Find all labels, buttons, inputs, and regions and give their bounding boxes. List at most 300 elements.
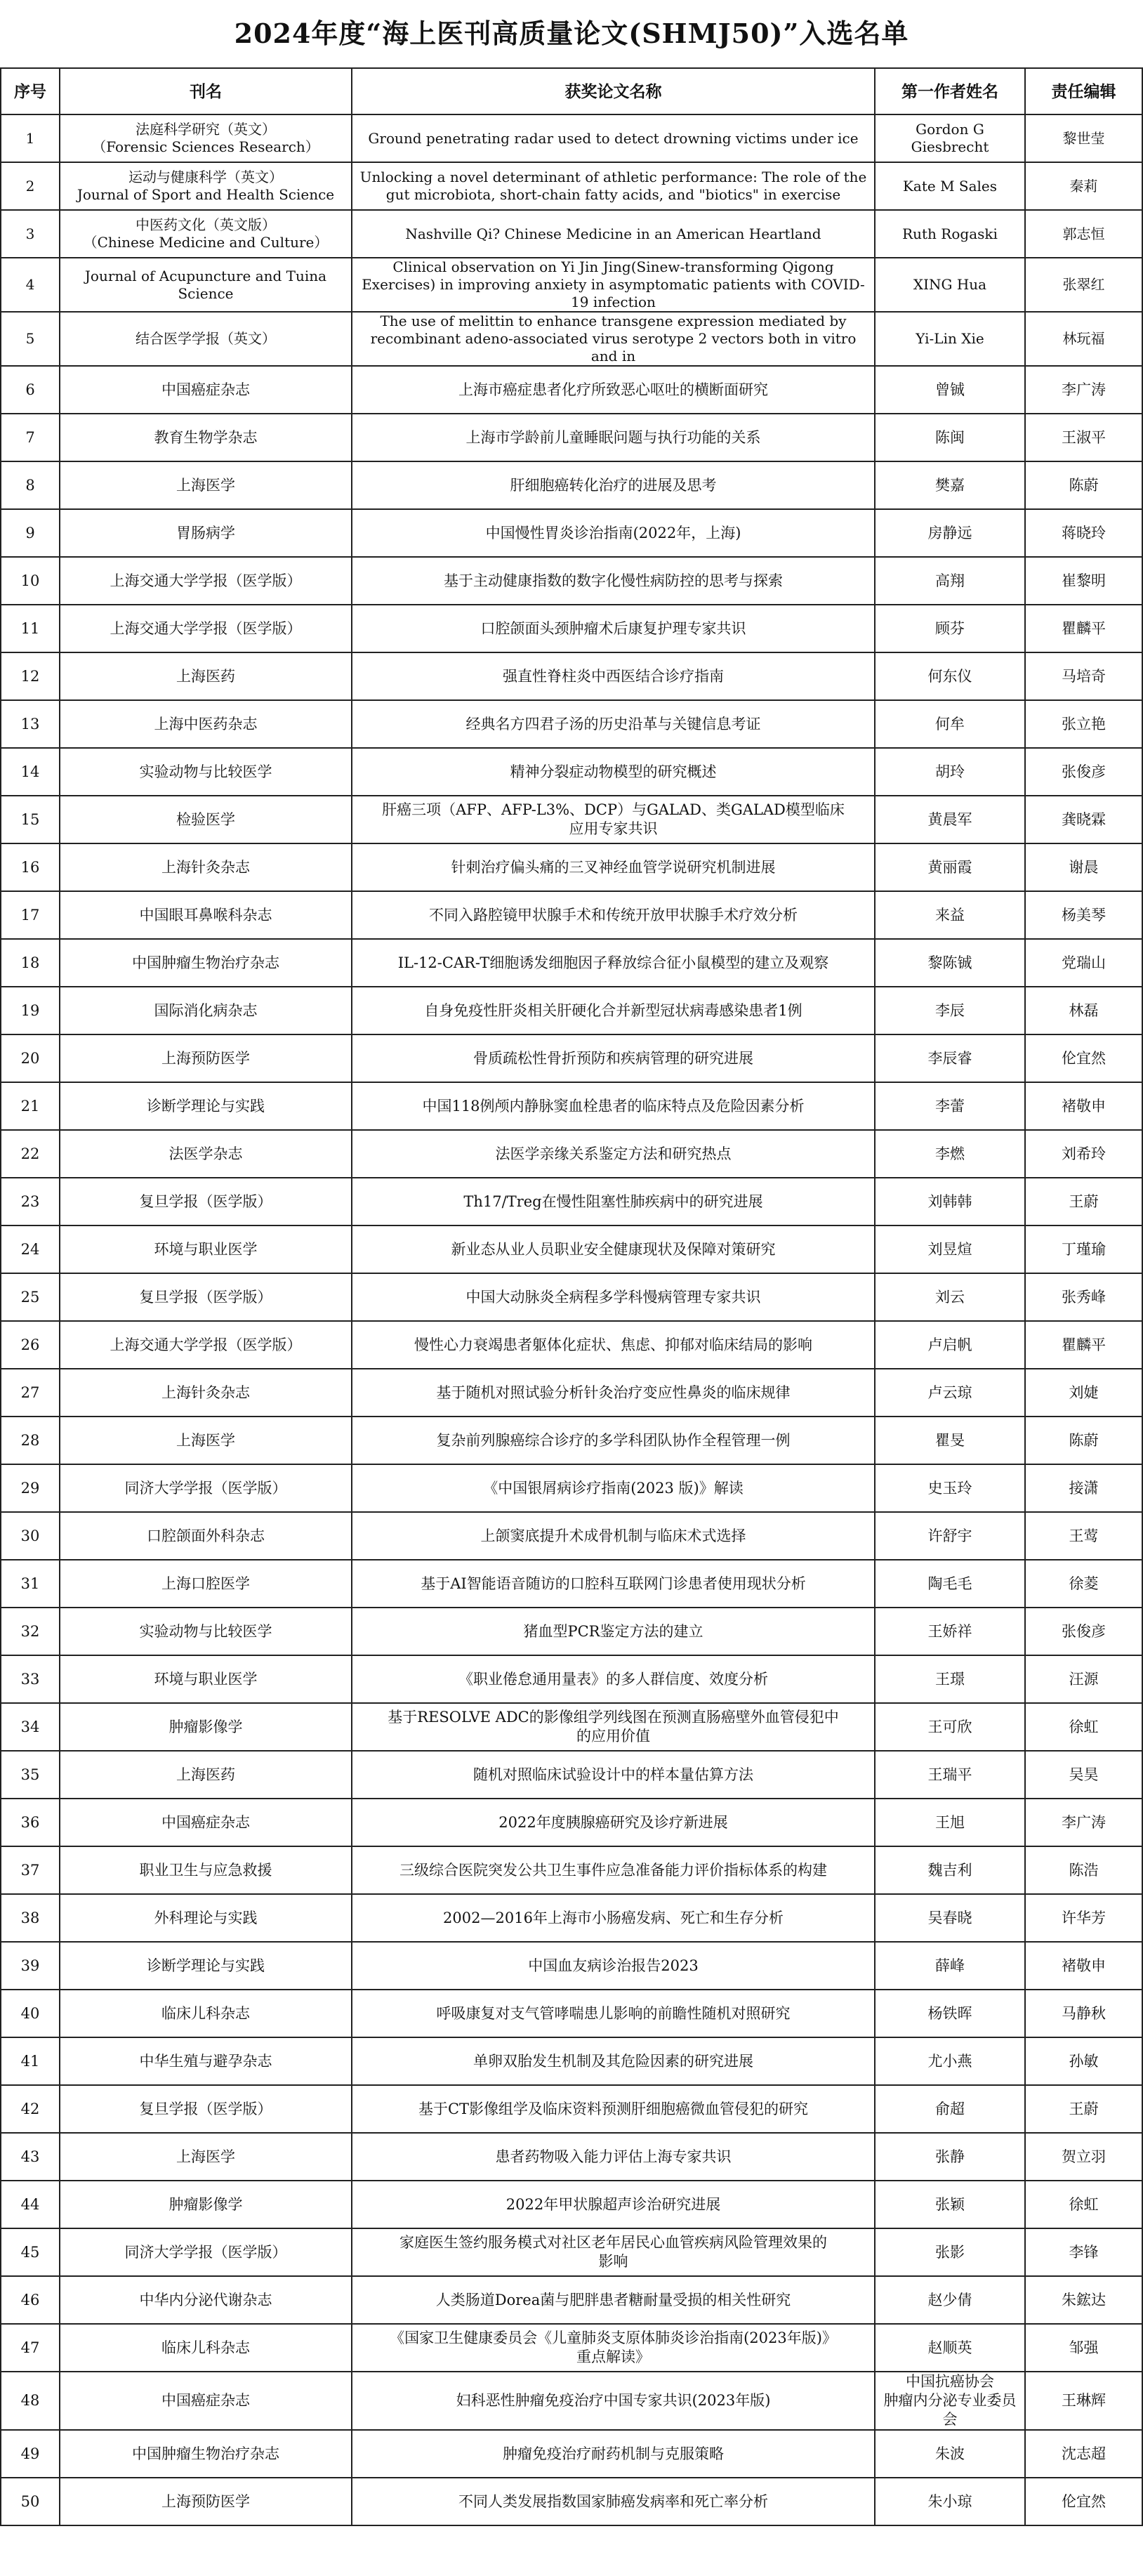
- cell-paper-text: 患者药物吸入能力评估上海专家共识: [495, 2148, 732, 2165]
- cell-author-text: 房静远: [927, 524, 972, 541]
- cell-number-text: 9: [25, 524, 35, 541]
- table-row: [1, 1512, 1142, 1560]
- cell-author-text: 张静: [935, 2148, 965, 2165]
- cell-author-text: 李燃: [935, 1145, 965, 1162]
- cell-editor: [1025, 509, 1142, 557]
- cell-journal-text: 环境与职业医学: [154, 1240, 258, 1258]
- cell-journal: [60, 366, 352, 414]
- cell-editor-text: 王莺: [1069, 1527, 1099, 1544]
- cell-editor-text: 张俊彦: [1062, 763, 1106, 780]
- cell-number-text: 33: [20, 1670, 40, 1688]
- awards-table: [0, 67, 1143, 2526]
- cell-number: [1, 1894, 60, 1942]
- cell-journal-text: 中国肿瘤生物治疗杂志: [132, 2445, 279, 2462]
- cell-editor: [1025, 2085, 1142, 2133]
- cell-journal: [60, 2037, 352, 2085]
- cell-author-text: 刘云: [935, 1288, 965, 1306]
- cell-editor-text: 瞿麟平: [1062, 619, 1106, 637]
- cell-editor: [1025, 1273, 1142, 1321]
- cell-journal: [60, 2430, 352, 2478]
- cell-editor-text: 张俊彦: [1062, 1622, 1106, 1640]
- cell-journal-text: 上海预防医学: [161, 2492, 250, 2510]
- cell-paper-text: 基于RESOLVE ADC的影像组学列线图在预测直肠癌壁外血管侵犯中 的应用价值: [388, 1709, 839, 1744]
- cell-journal: [60, 461, 352, 509]
- cell-number: [1, 1560, 60, 1608]
- cell-number-text: 19: [20, 1001, 40, 1019]
- cell-editor-text: 陈浩: [1069, 1861, 1099, 1879]
- cell-paper-text: 《职业倦怠通用量表》的多人群信度、效度分析: [458, 1670, 768, 1688]
- cell-editor: [1025, 796, 1142, 843]
- cell-paper-text: 自身免疫性肝炎相关肝硬化合并新型冠状病毒感染患者1例: [424, 1001, 802, 1019]
- cell-editor-text: 接潇: [1069, 1479, 1099, 1497]
- cell-paper-text: 基于CT影像组学及临床资料预测肝细胞癌微血管侵犯的研究: [418, 2100, 809, 2117]
- cell-editor: [1025, 414, 1142, 461]
- table-body: [1, 114, 1142, 2525]
- cell-paper: [352, 162, 875, 210]
- cell-number-text: 20: [20, 1049, 40, 1067]
- cell-paper: [352, 366, 875, 414]
- cell-number: [1, 2085, 60, 2133]
- cell-journal: [60, 987, 352, 1034]
- cell-editor-text: 徐菱: [1069, 1575, 1099, 1592]
- table-row: [1, 258, 1142, 312]
- cell-author: [875, 1751, 1025, 1799]
- cell-author: [875, 2324, 1025, 2372]
- cell-author-text: 黄晨军: [927, 810, 972, 828]
- table-row: [1, 1560, 1142, 1608]
- column-header-paper: 获奖论文名称: [352, 68, 875, 114]
- cell-paper: [352, 312, 875, 366]
- cell-number-text: 8: [25, 476, 35, 494]
- cell-paper-text: 基于随机对照试验分析针灸治疗变应性鼻炎的临床规律: [436, 1384, 791, 1401]
- cell-number-text: 4: [25, 276, 35, 293]
- cell-number-text: 35: [20, 1766, 40, 1783]
- cell-paper-text: 中国118例颅内静脉窦血栓患者的临床特点及危险因素分析: [422, 1097, 805, 1115]
- cell-journal: [60, 1225, 352, 1273]
- cell-author-text: 卢启帆: [927, 1336, 972, 1353]
- cell-editor: [1025, 939, 1142, 987]
- cell-paper-text: 复杂前列腺癌综合诊疗的多学科团队协作全程管理一例: [436, 1431, 791, 1449]
- cell-author-text: 王旭: [935, 1813, 965, 1831]
- cell-author: [875, 891, 1025, 939]
- cell-journal-text: 上海医药: [176, 667, 235, 685]
- cell-author: [875, 748, 1025, 796]
- cell-editor: [1025, 652, 1142, 700]
- cell-number-text: 47: [20, 2339, 40, 2356]
- cell-author-text: 王可欣: [927, 1718, 972, 1735]
- table-row: [1, 1464, 1142, 1512]
- cell-number-text: 1: [25, 129, 35, 147]
- cell-journal: [60, 1464, 352, 1512]
- cell-number-text: 22: [20, 1145, 40, 1162]
- cell-paper-text: 精神分裂症动物模型的研究概述: [510, 763, 717, 780]
- table-row: [1, 2478, 1142, 2525]
- cell-number: [1, 1608, 60, 1655]
- cell-editor-text: 党瑞山: [1062, 954, 1106, 971]
- cell-author-text: 顾芬: [935, 619, 965, 637]
- cell-editor: [1025, 2478, 1142, 2525]
- cell-paper: [352, 1894, 875, 1942]
- cell-author: [875, 1225, 1025, 1273]
- cell-journal: [60, 891, 352, 939]
- cell-editor-text: 贺立羽: [1062, 2148, 1106, 2165]
- cell-paper-text: Unlocking a novel determinant of athletic performance: The role of the gut microbiota, short-chain fatty acids, and "biotics" in exercise: [359, 169, 867, 203]
- cell-paper-text: Th17/Treg在慢性阻塞性肺疾病中的研究进展: [463, 1192, 763, 1210]
- cell-paper: [352, 1321, 875, 1369]
- cell-paper-text: 肝细胞癌转化治疗的进展及思考: [510, 476, 717, 494]
- cell-editor: [1025, 1225, 1142, 1273]
- cell-number: [1, 605, 60, 652]
- cell-journal-text: 中国癌症杂志: [161, 1813, 250, 1831]
- cell-paper: [352, 796, 875, 843]
- table-row: [1, 1082, 1142, 1130]
- table-row: [1, 2037, 1142, 2085]
- table-row: [1, 2372, 1142, 2430]
- cell-author-text: 薛峰: [935, 1957, 965, 1974]
- cell-journal: [60, 605, 352, 652]
- cell-number: [1, 1799, 60, 1846]
- cell-author-text: 樊嘉: [935, 476, 965, 494]
- cell-number: [1, 1846, 60, 1894]
- table-row: [1, 1846, 1142, 1894]
- cell-author-text: 王娇祥: [927, 1622, 972, 1640]
- cell-journal: [60, 1321, 352, 1369]
- table-row: [1, 939, 1142, 987]
- cell-number-text: 21: [20, 1097, 40, 1115]
- table-row: [1, 2228, 1142, 2276]
- cell-editor-text: 谢晨: [1069, 858, 1099, 876]
- table-row: [1, 1608, 1142, 1655]
- cell-journal: [60, 1655, 352, 1703]
- cell-paper-text: 随机对照临床试验设计中的样本量估算方法: [473, 1766, 753, 1783]
- cell-number-text: 6: [25, 381, 35, 398]
- cell-number-text: 45: [20, 2243, 40, 2261]
- cell-journal-text: 复旦学报（医学版）: [139, 1288, 272, 1306]
- cell-editor: [1025, 748, 1142, 796]
- cell-number: [1, 987, 60, 1034]
- table-row: [1, 162, 1142, 210]
- cell-author: [875, 2478, 1025, 2525]
- cell-journal: [60, 1894, 352, 1942]
- cell-number-text: 24: [20, 1240, 40, 1258]
- cell-paper-text: 上颌窦底提升术成骨机制与临床术式选择: [480, 1527, 746, 1544]
- cell-journal: [60, 2181, 352, 2228]
- cell-paper: [352, 1655, 875, 1703]
- cell-paper: [352, 605, 875, 652]
- cell-author-text: 卢云琼: [927, 1384, 972, 1401]
- cell-number: [1, 700, 60, 748]
- table-row: [1, 891, 1142, 939]
- cell-journal: [60, 748, 352, 796]
- cell-editor: [1025, 1894, 1142, 1942]
- cell-editor: [1025, 2228, 1142, 2276]
- cell-journal: [60, 210, 352, 258]
- cell-journal-text: 法庭科学研究（英文） （Forensic Sciences Research）: [92, 121, 319, 155]
- cell-paper: [352, 1082, 875, 1130]
- cell-paper: [352, 1846, 875, 1894]
- cell-number-text: 13: [20, 715, 40, 732]
- cell-author: [875, 1130, 1025, 1178]
- cell-editor-text: 徐虹: [1069, 1718, 1099, 1735]
- cell-editor-text: 王蔚: [1069, 1192, 1099, 1210]
- table-row: [1, 509, 1142, 557]
- cell-journal-text: 中国肿瘤生物治疗杂志: [132, 954, 279, 971]
- table-row: [1, 1799, 1142, 1846]
- cell-author-text: 陶毛毛: [927, 1575, 972, 1592]
- cell-editor-text: 李锋: [1069, 2243, 1099, 2261]
- cell-paper-text: 三级综合医院突发公共卫生事件应急准备能力评价指标体系的构建: [399, 1861, 827, 1879]
- cell-journal-text: 上海针灸杂志: [161, 1384, 250, 1401]
- cell-editor: [1025, 210, 1142, 258]
- cell-paper: [352, 987, 875, 1034]
- cell-journal-text: 上海医药: [176, 1766, 235, 1783]
- cell-author: [875, 2276, 1025, 2324]
- cell-paper: [352, 1225, 875, 1273]
- cell-editor-text: 邹强: [1069, 2339, 1099, 2356]
- table-row: [1, 2430, 1142, 2478]
- cell-author: [875, 114, 1025, 162]
- cell-journal-text: 上海针灸杂志: [161, 858, 250, 876]
- cell-author: [875, 414, 1025, 461]
- cell-editor-text: 沈志超: [1062, 2445, 1106, 2462]
- cell-number-text: 26: [20, 1336, 40, 1353]
- table-row: [1, 843, 1142, 891]
- cell-number-text: 40: [20, 2004, 40, 2022]
- table-row: [1, 652, 1142, 700]
- cell-paper-text: Ground penetrating radar used to detect drowning victims under ice: [368, 129, 859, 147]
- cell-paper-text: 基于主动健康指数的数字化慢性病防控的思考与探索: [444, 572, 783, 589]
- cell-paper: [352, 1034, 875, 1082]
- cell-paper: [352, 2478, 875, 2525]
- cell-number-text: 5: [25, 330, 35, 347]
- cell-number: [1, 2276, 60, 2324]
- cell-paper: [352, 1942, 875, 1990]
- cell-author: [875, 557, 1025, 605]
- cell-paper-text: 《国家卫生健康委员会《儿童肺炎支原体肺炎诊治指南(2023年版)》 重点解读》: [390, 2329, 837, 2365]
- table-row: [1, 1990, 1142, 2037]
- cell-editor-text: 褚敬申: [1062, 1097, 1106, 1115]
- cell-paper: [352, 1178, 875, 1225]
- cell-editor-text: 王蔚: [1069, 2100, 1099, 2117]
- cell-editor: [1025, 1608, 1142, 1655]
- cell-journal-text: 中华生殖与避孕杂志: [139, 2052, 272, 2070]
- cell-author-text: 刘昱煊: [927, 1240, 972, 1258]
- cell-editor: [1025, 987, 1142, 1034]
- cell-number: [1, 1034, 60, 1082]
- cell-editor-text: 林磊: [1069, 1001, 1099, 1019]
- cell-paper: [352, 258, 875, 312]
- cell-editor: [1025, 1082, 1142, 1130]
- cell-number: [1, 461, 60, 509]
- cell-journal-text: 临床儿科杂志: [161, 2339, 250, 2356]
- cell-paper: [352, 414, 875, 461]
- cell-number-text: 31: [20, 1575, 40, 1592]
- cell-journal: [60, 1512, 352, 1560]
- cell-author-text: 李蕾: [935, 1097, 965, 1115]
- cell-author-text: 史玉玲: [927, 1479, 972, 1497]
- cell-number: [1, 1751, 60, 1799]
- cell-journal-text: 肿瘤影像学: [169, 1718, 243, 1735]
- cell-paper: [352, 114, 875, 162]
- cell-journal: [60, 258, 352, 312]
- cell-paper-text: Nashville Qi? Chinese Medicine in an American Heartland: [405, 225, 821, 242]
- cell-paper-text: Clinical observation on Yi Jin Jing(Sinew-transforming Qigong Exercises) in improving anxiety in asymptomatic patients with COVID-19 infection: [362, 258, 865, 310]
- cell-number: [1, 2228, 60, 2276]
- cell-author-text: Yi-Lin Xie: [916, 330, 984, 347]
- cell-editor: [1025, 1464, 1142, 1512]
- cell-editor-text: 马培奇: [1062, 667, 1106, 685]
- cell-author-text: XING Hua: [913, 276, 987, 293]
- cell-paper: [352, 461, 875, 509]
- table-row: [1, 1894, 1142, 1942]
- table-row: [1, 748, 1142, 796]
- cell-paper-text: 新业态从业人员职业安全健康现状及保障对策研究: [451, 1240, 776, 1258]
- cell-journal: [60, 1417, 352, 1464]
- cell-number: [1, 1703, 60, 1751]
- cell-author-text: 王璟: [935, 1670, 965, 1688]
- cell-journal: [60, 2133, 352, 2181]
- cell-paper-text: 基于AI智能语音随访的口腔科互联网门诊患者使用现状分析: [421, 1575, 806, 1592]
- cell-author: [875, 2228, 1025, 2276]
- cell-paper-text: 法医学亲缘关系鉴定方法和研究热点: [495, 1145, 732, 1162]
- cell-paper-text: 口腔颌面头颈肿瘤术后康复护理专家共识: [480, 619, 746, 637]
- cell-number: [1, 2133, 60, 2181]
- cell-number-text: 25: [20, 1288, 40, 1306]
- cell-paper: [352, 2181, 875, 2228]
- cell-author: [875, 1942, 1025, 1990]
- cell-journal: [60, 1942, 352, 1990]
- cell-journal: [60, 1082, 352, 1130]
- cell-number: [1, 1990, 60, 2037]
- cell-author-text: 张影: [935, 2243, 965, 2261]
- cell-paper: [352, 1703, 875, 1751]
- cell-journal: [60, 162, 352, 210]
- cell-paper-text: 2022年度胰腺癌研究及诊疗新进展: [498, 1813, 728, 1831]
- cell-paper-text: 《中国银屑病诊疗指南(2023 版)》解读: [483, 1479, 744, 1497]
- cell-number-text: 30: [20, 1527, 40, 1544]
- cell-author: [875, 1846, 1025, 1894]
- table-row: [1, 605, 1142, 652]
- cell-editor-text: 伦宜然: [1062, 2492, 1106, 2510]
- cell-journal: [60, 312, 352, 366]
- cell-paper-text: 骨质疏松性骨折预防和疾病管理的研究进展: [473, 1049, 753, 1067]
- cell-journal: [60, 1990, 352, 2037]
- cell-paper-text: 针刺治疗偏头痛的三叉神经血管学说研究机制进展: [451, 858, 776, 876]
- cell-journal: [60, 414, 352, 461]
- table-header-row: [1, 68, 1142, 114]
- cell-paper-text: 上海市癌症患者化疗所致恶心呕吐的横断面研究: [458, 381, 768, 398]
- cell-author: [875, 312, 1025, 366]
- cell-journal: [60, 2324, 352, 2372]
- table-row: [1, 2324, 1142, 2372]
- cell-journal-text: 上海交通大学学报（医学版）: [110, 572, 302, 589]
- cell-journal-text: 口腔颌面外科杂志: [147, 1527, 265, 1544]
- cell-author: [875, 1417, 1025, 1464]
- cell-editor-text: 杨美琴: [1062, 906, 1106, 924]
- cell-number-text: 36: [20, 1813, 40, 1831]
- cell-editor: [1025, 557, 1142, 605]
- cell-author-text: 尤小燕: [927, 2052, 972, 2070]
- cell-number-text: 27: [20, 1384, 40, 1401]
- column-header-editor: 责任编辑: [1025, 68, 1142, 114]
- cell-number: [1, 162, 60, 210]
- cell-journal-text: 同济大学学报（医学版）: [124, 2243, 287, 2261]
- cell-number: [1, 2037, 60, 2085]
- cell-number-text: 49: [20, 2445, 40, 2462]
- table-row: [1, 1178, 1142, 1225]
- cell-editor: [1025, 843, 1142, 891]
- cell-journal-text: 职业卫生与应急救援: [139, 1861, 272, 1879]
- cell-author: [875, 2181, 1025, 2228]
- cell-journal: [60, 652, 352, 700]
- cell-journal-text: 中国眼耳鼻喉科杂志: [139, 906, 272, 924]
- cell-editor: [1025, 1703, 1142, 1751]
- cell-paper-text: 妇科恶性肿瘤免疫治疗中国专家共识(2023年版): [456, 2392, 771, 2409]
- table-row: [1, 700, 1142, 748]
- cell-journal-text: 上海医学: [176, 1431, 235, 1449]
- cell-paper: [352, 2276, 875, 2324]
- cell-paper-text: 中国大动脉炎全病程多学科慢病管理专家共识: [465, 1288, 761, 1306]
- cell-author: [875, 796, 1025, 843]
- cell-paper-text: 家庭医生签约服务模式对社区老年居民心血管疾病风险管理效果的 影响: [399, 2234, 827, 2270]
- cell-journal-text: 运动与健康科学（英文） Journal of Sport and Health Science: [77, 169, 335, 203]
- cell-number-text: 16: [20, 858, 40, 876]
- cell-paper-text: 经典名方四君子汤的历史沿革与关键信息考证: [465, 715, 761, 732]
- table-row: [1, 366, 1142, 414]
- table-row: [1, 1130, 1142, 1178]
- cell-paper-text: 中国血友病诊治报告2023: [528, 1957, 699, 1974]
- cell-author: [875, 210, 1025, 258]
- cell-number-text: 38: [20, 1909, 40, 1926]
- cell-author: [875, 2133, 1025, 2181]
- cell-paper: [352, 700, 875, 748]
- cell-editor-text: 秦莉: [1069, 177, 1098, 195]
- cell-number: [1, 2430, 60, 2478]
- cell-author: [875, 1990, 1025, 2037]
- table-row: [1, 557, 1142, 605]
- cell-paper-text: 中国慢性胃炎诊治指南(2022年，上海): [485, 524, 741, 541]
- table-row: [1, 461, 1142, 509]
- cell-editor-text: 瞿麟平: [1062, 1336, 1106, 1353]
- cell-paper: [352, 1799, 875, 1846]
- cell-number: [1, 652, 60, 700]
- cell-author-text: 瞿旻: [935, 1431, 965, 1449]
- column-header-number: 序号: [1, 68, 60, 114]
- cell-author-text: 王瑞平: [927, 1766, 972, 1783]
- cell-editor-text: 张秀峰: [1062, 1288, 1106, 1306]
- table-row: [1, 1942, 1142, 1990]
- cell-paper-text: 猪血型PCR鉴定方法的建立: [523, 1622, 703, 1640]
- cell-journal-text: 国际消化病杂志: [154, 1001, 258, 1019]
- cell-number-text: 2: [25, 177, 35, 195]
- cell-number: [1, 1417, 60, 1464]
- cell-editor-text: 陈蔚: [1069, 476, 1099, 494]
- cell-editor: [1025, 1178, 1142, 1225]
- cell-paper: [352, 1464, 875, 1512]
- cell-journal-text: 同济大学学报（医学版）: [124, 1479, 287, 1497]
- cell-author-text: 朱小琼: [927, 2492, 972, 2510]
- cell-author: [875, 2430, 1025, 2478]
- cell-editor: [1025, 1846, 1142, 1894]
- cell-journal: [60, 2085, 352, 2133]
- cell-author-text: Gordon G Giesbrecht: [911, 121, 989, 155]
- cell-paper: [352, 2372, 875, 2430]
- cell-paper-text: The use of melittin to enhance transgene expression mediated by recombinant adeno-associated virus serotype 2 vectors both in vitro and in: [370, 313, 857, 364]
- table-row: [1, 1417, 1142, 1464]
- cell-editor: [1025, 2430, 1142, 2478]
- cell-journal-text: 检验医学: [176, 810, 235, 828]
- cell-editor-text: 刘希玲: [1062, 1145, 1106, 1162]
